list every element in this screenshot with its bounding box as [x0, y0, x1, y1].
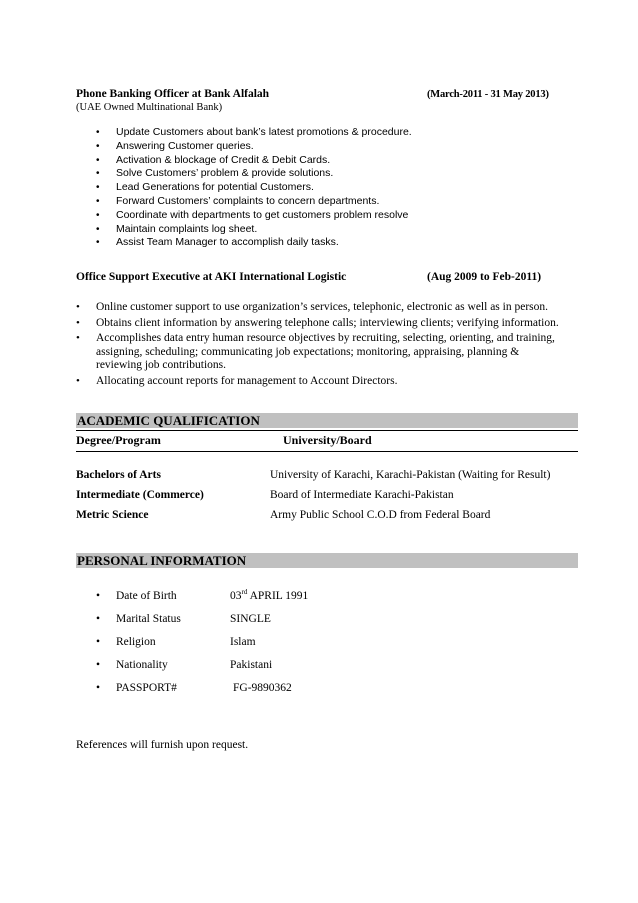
personal-value: FG-9890362	[233, 682, 292, 694]
list-item-text: Accomplishes data entry human resource objectives by recruiting, selecting, orienting, and training,	[96, 332, 555, 345]
list-item-text: Maintain complaints log sheet.	[116, 222, 258, 235]
personal-row	[96, 636, 496, 652]
job1-subtitle: (UAE Owned Multinational Bank)	[76, 102, 223, 113]
personal-row	[96, 613, 496, 629]
list-item-text: Solve Customers’ problem & provide solutions.	[116, 167, 334, 180]
personal-value: Islam	[230, 636, 256, 648]
personal-row	[96, 659, 496, 675]
list-item-text: Activation & blockage of Credit & Debit Cards.	[116, 153, 331, 166]
bullet-icon: •	[96, 237, 100, 249]
bullet-icon: •	[96, 209, 100, 221]
bullet-icon: •	[76, 332, 80, 345]
personal-label: Date of Birth	[116, 590, 177, 602]
list-item	[96, 126, 412, 140]
academic-rule	[76, 430, 578, 431]
academic-col-university: University/Board	[283, 433, 372, 447]
bullet-icon: •	[76, 316, 80, 329]
job2-period: (Aug 2009 to Feb-2011)	[427, 271, 542, 283]
academic-row	[76, 489, 578, 505]
list-item-text: assigning, scheduling; communicating job expectations; monitoring, appraising, planning &	[96, 345, 520, 358]
academic-degree: Intermediate (Commerce)	[76, 489, 204, 501]
personal-value-dob: 03rd APRIL 1991	[230, 588, 309, 602]
bullet-icon: •	[76, 374, 80, 387]
list-item	[96, 181, 412, 195]
list-item-text: Update Customers about bank’s latest promotions & procedure.	[116, 126, 412, 138]
list-item-text: Answering Customer queries.	[116, 139, 254, 152]
personal-row-dob	[96, 590, 496, 606]
job1-bullet-list	[96, 126, 412, 250]
personal-label: Nationality	[116, 659, 168, 671]
bullet-icon: •	[96, 195, 100, 207]
list-item	[96, 154, 412, 168]
job2-title: Office Support Executive at AKI International Logistic	[76, 271, 347, 283]
list-item	[96, 195, 412, 209]
bullet-icon: •	[96, 182, 100, 194]
personal-label: PASSPORT#	[116, 682, 177, 694]
job1-period: (March-2011 - 31 May 2013)	[427, 89, 549, 100]
academic-row	[76, 469, 578, 485]
list-item-text: Allocating account reports for management to Account Directors.	[96, 374, 398, 387]
list-item	[96, 223, 412, 237]
list-item-text: Assist Team Manager to accomplish daily tasks.	[116, 236, 339, 249]
personal-value: SINGLE	[230, 613, 271, 625]
bullet-icon: •	[96, 682, 101, 694]
academic-rule-bottom	[76, 451, 578, 452]
references-note: References will furnish upon request.	[76, 739, 249, 751]
bullet-icon: •	[96, 223, 100, 235]
academic-row	[76, 509, 578, 525]
list-item	[76, 317, 559, 331]
bullet-icon: •	[96, 154, 100, 166]
list-item-text: Coordinate with departments to get customers problem resolve	[116, 208, 409, 221]
academic-col-degree: Degree/Program	[76, 433, 161, 447]
personal-label: Religion	[116, 636, 156, 648]
list-item	[96, 167, 412, 181]
academic-degree: Metric Science	[76, 509, 149, 521]
bullet-icon: •	[96, 636, 101, 648]
bullet-icon: •	[96, 127, 100, 138]
list-item-text: reviewing job contributions.	[96, 359, 226, 372]
list-item-text: Forward Customers’ complaints to concern departments.	[116, 194, 380, 207]
list-item	[76, 332, 559, 373]
bullet-icon: •	[96, 613, 101, 625]
bullet-icon: •	[96, 590, 101, 602]
personal-heading: PERSONAL INFORMATION	[76, 553, 578, 568]
bullet-icon: •	[96, 659, 101, 671]
job1-title: Phone Banking Officer at Bank Alfalah	[76, 88, 270, 100]
academic-degree: Bachelors of Arts	[76, 469, 161, 481]
academic-university: Army Public School C.O.D from Federal Board	[270, 509, 491, 521]
list-item	[76, 301, 559, 315]
academic-university: University of Karachi, Karachi-Pakistan (Waiting for Result)	[270, 469, 551, 481]
bullet-icon: •	[76, 301, 80, 313]
personal-row	[96, 682, 496, 698]
academic-university: Board of Intermediate Karachi-Pakistan	[270, 489, 454, 501]
list-item	[76, 375, 559, 389]
list-item-text: Lead Generations for potential Customers.	[116, 181, 314, 194]
personal-label: Marital Status	[116, 613, 181, 625]
list-item	[96, 209, 412, 223]
personal-value: Pakistani	[230, 659, 273, 671]
list-item	[96, 236, 412, 250]
list-item	[96, 140, 412, 154]
academic-heading: ACADEMIC QUALIFICATION	[76, 413, 578, 428]
bullet-icon: •	[96, 140, 100, 152]
bullet-icon: •	[96, 168, 100, 180]
list-item-text: Online customer support to use organization’s services, telephonic, electronic as well as in person.	[96, 301, 548, 313]
list-item-text: Obtains client information by answering telephone calls; interviewing clients; verifying information.	[96, 316, 559, 329]
job2-bullet-list	[76, 301, 559, 391]
